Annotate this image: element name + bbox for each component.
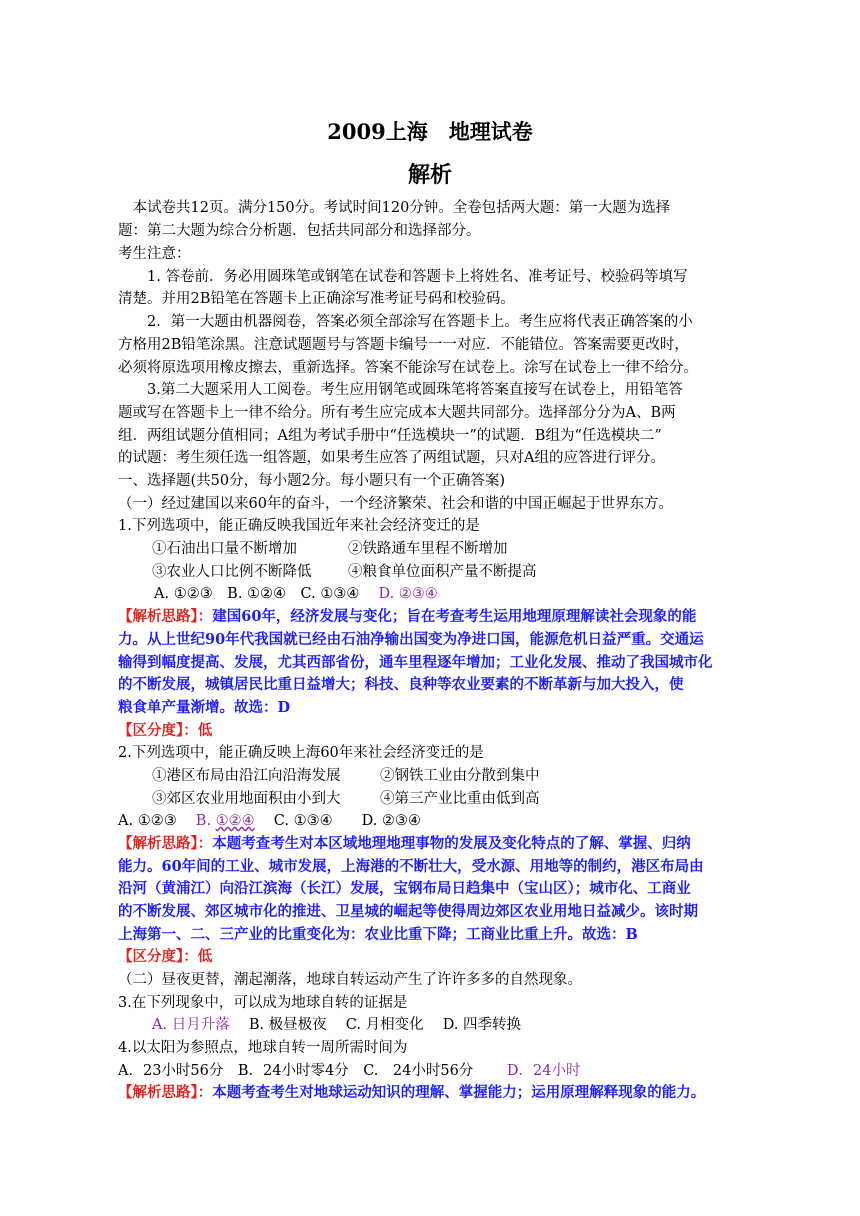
difficulty-line <box>118 721 212 741</box>
intro-line: 本试卷共12页。满分150分。考试时间120分钟。全卷包括两大题：第一大题为选择 <box>118 200 671 216</box>
intro-line: 3.第二大题采用人工阅卷。考生应用钢笔或圆珠笔将答案直接写在试卷上，用铅笔答 <box>118 382 683 398</box>
choices-rest: C. ①③④ D. ②③④ <box>273 813 421 829</box>
difficulty-label: 【区分度】： <box>118 948 198 965</box>
analysis-line: 力。从上世纪90年代我国就已经由石油净输出国变为净进口国，能源危机日益严重。交通运 <box>118 631 704 648</box>
analysis-text: 本题考查考生对地球运动知识的理解、掌握能力；运用原理解释现象的能力。 <box>212 1084 706 1101</box>
section-heading: 一、选择题(共50分，每小题2分。每小题只有一个正确答案) <box>118 473 505 489</box>
page-subtitle: 解析 <box>407 162 452 188</box>
analysis-line <box>118 1083 705 1103</box>
question-1-option: ①石油出口量不断增加 <box>152 541 297 557</box>
question-1-option: ④粮食单位面积产量不断提高 <box>348 564 537 580</box>
part-heading: （一）经过建国以来60年的奋斗，一个经济繁荣、社会和谐的中国正崛起于世界东方。 <box>118 496 673 512</box>
choices-text: A．23小时56分 B．24小时零4分 C. 24小时56分 <box>118 1063 474 1079</box>
analysis-line: 沿河（黄浦江）向沿江滨海（长江）发展，宝钢布局日趋集中（宝山区）；城市化、工商业 <box>118 880 691 897</box>
analysis-label: 【解析思路】： <box>118 835 213 852</box>
page-title: 2009上海 地理试卷 <box>327 119 533 144</box>
question-2-choices <box>118 811 421 831</box>
analysis-line <box>118 834 691 854</box>
question-2-option: ③郊区农业用地面积由小到大 <box>152 791 341 807</box>
question-2-option: ②钢铁工业由分散到集中 <box>380 768 540 784</box>
analysis-line: 上海第一、二、三产业的比重变化为：农业比重下降；工商业比重上升。故选：B <box>118 926 638 943</box>
analysis-line: 输得到幅度提高、发展，尤其西部省份，通车里程逐年增加；工业化发展、推动了我国城市化 <box>118 654 713 671</box>
analysis-label: 【解析思路】： <box>118 608 213 625</box>
correct-answer: A. 日月升落 <box>152 1017 230 1033</box>
analysis-text: 建国60年，经济发展与变化；旨在考查考生运用地理原理解读社会现象的能 <box>212 608 697 625</box>
difficulty-line <box>118 947 212 967</box>
choices-text: A. ①②③ B. ①②④ C. ①③④ <box>154 586 360 602</box>
analysis-label: 【解析思路】： <box>118 1084 213 1101</box>
choice-a: A. ①②③ <box>118 813 177 829</box>
question-1-option: ②铁路通车里程不断增加 <box>348 541 508 557</box>
intro-line: 考生注意： <box>118 246 191 262</box>
correct-answer: ①②④ <box>215 813 255 829</box>
intro-line: 组．两组试题分值相同；A组为考试手册中“任选模块一”的试题．B组为“任选模块二” <box>118 428 662 444</box>
question-2-option: ①港区布局由沿江向沿海发展 <box>152 768 341 784</box>
question-4-stem: 4.以太阳为参照点，地球自转一周所需时间为 <box>118 1040 408 1056</box>
intro-line: 1. 答卷前．务必用圆珠笔或钢笔在试卷和答题卡上将姓名、准考证号、校验码等填写 <box>118 269 688 285</box>
correct-answer: D. ②③④ <box>378 586 438 602</box>
question-1-stem: 1.下列选项中，能正确反映我国近年来社会经济变迁的是 <box>118 518 480 534</box>
difficulty-value: 低 <box>197 722 213 739</box>
intro-line: 方格用2B铅笔涂黑。注意试题题号与答题卡编号一一对应．不能错位。答案需要更改时， <box>118 337 689 353</box>
question-3-stem: 3.在下列现象中，可以成为地球自转的证据是 <box>118 995 408 1011</box>
analysis-line: 的不断发展、郊区城市化的推进、卫星城的崛起等使得周边郊区农业用地日益减少。该时期 <box>118 903 698 920</box>
question-1-choices <box>154 584 438 604</box>
question-2-stem: 2.下列选项中，能正确反映上海60年来社会经济变迁的是 <box>118 745 484 761</box>
question-1-option: ③农业人口比例不断降低 <box>152 564 312 580</box>
intro-line: 清楚。并用2B铅笔在答题卡上正确涂写准考证号码和校验码。 <box>118 291 515 307</box>
analysis-line: 的不断发展，城镇居民比重日益增大；科技、良种等农业要素的不断革新与加大投入，使 <box>118 676 684 693</box>
intro-line: 的试题：考生须任选一组答题，如果考生应答了两组试题，只对A组的应答进行评分。 <box>118 450 665 466</box>
intro-line: 题或写在答题卡上一律不给分。所有考生应完成本大题共同部分。选择部分分为A、B两 <box>118 405 676 421</box>
analysis-line <box>118 607 696 627</box>
analysis-line: 粮食单产量渐增。故选：D <box>118 699 291 716</box>
difficulty-label: 【区分度】： <box>118 722 198 739</box>
analysis-line: 能力。60年间的工业、城市发展，上海港的不断壮大，受水源、用地等的制约，港区布局由 <box>118 858 704 875</box>
question-4-choices <box>118 1061 580 1081</box>
question-2-option: ④第三产业比重由低到高 <box>380 791 540 807</box>
part-heading: （二）昼夜更替，潮起潮落，地球自转运动产生了许许多多的自然现象。 <box>118 972 582 988</box>
choices-text: B. 极昼极夜 C. 月相变化 D. 四季转换 <box>248 1017 522 1033</box>
question-3-choices <box>152 1015 521 1035</box>
correct-answer: D．24小时 <box>506 1063 581 1079</box>
correct-answer-letter: B. <box>195 813 212 829</box>
intro-line: 2．第一大题由机器阅卷，答案必须全部涂写在答题卡上。考生应将代表正确答案的小 <box>118 314 693 330</box>
intro-line: 必须将原选项用橡皮擦去，重新选择。答案不能涂写在试卷上。涂写在试卷上一律不给分。 <box>118 360 698 376</box>
analysis-text: 本题考查考生对本区域地理地理事物的发展及变化特点的了解、掌握、归纳 <box>212 835 691 852</box>
difficulty-value: 低 <box>197 948 213 965</box>
intro-line: 题：第二大题为综合分析题．包括共同部分和选择部分。 <box>118 223 481 239</box>
